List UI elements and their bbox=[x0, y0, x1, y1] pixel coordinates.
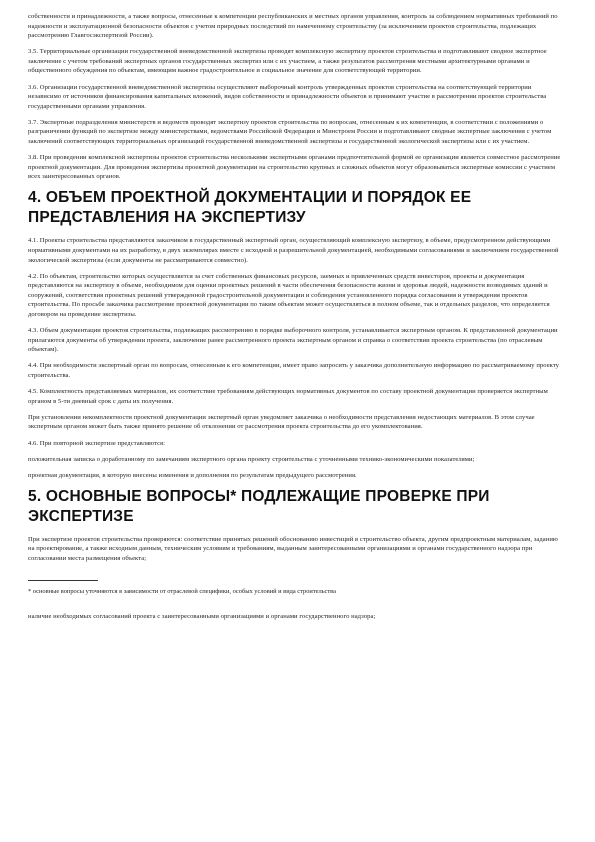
paragraph-4-5-continued: При установлении некомплектности проектной документации экспертный орган уведомляет заказчика о необходимости представления недостающих материалов. В этом случае экспертным органом может быть также принято решение об отклонении от рассмотрения проекта строительства до его укомплектования. bbox=[28, 413, 535, 431]
paragraph-3-6: 3.6. Организации государственной вневедомственной экспертизы осуществляют выборочный контроль утвержденных проектов строительства на соответствующей территории независимо от источников финансирования капитальных вложений, видов собственности и принадлежности объектов и принимают участие в рассмотрении проектов строительства государственными органами управления. bbox=[28, 83, 547, 110]
paragraph-4-6: 4.6. При повторной экспертизе представляются: bbox=[28, 439, 166, 447]
paragraph-4-2: 4.2. По объектам, строительство которых осуществляется за счет собственных финансовых ресурсов, заемных и привлеченных средств инвесторов, проекты и документация представляются на экспертизу в объеме, необходимом для оценки проектных решений в части обеспечения безопасности жизни и здоровья людей, надежности возводимых зданий и сооружений, соответствия проектных решений утвержденной градостроительной документации и соблюдения установленного порядка согласования и утверждения проектов строительства. По просьбе заказчика рассмотрение проектной документации по таким объектам может осуществляться в полном объеме, так и отдельных разделов, что определяется договором на проведение экспертизы. bbox=[28, 272, 550, 319]
paragraph-3-8: 3.8. При проведении комплексной экспертизы проектов строительства несколькими экспертными органами предпочтительной формой ее организации является совместное рассмотрение проектной документации. Для проведения экспертизы проектной документации на строительство крупных и сложных объектов могут образовываться экспертные комиссии с участием всех заинтересованных органов. bbox=[28, 154, 561, 181]
paragraph-3-5: 3.5. Территориальные организации государственной вневедомственной экспертизы проводят комплексную экспертизу проектов строительства и подготавливают сводное экспертное заключение с учетом требований экспертных органов государственных экспертиз или с их участием, а также результатов рассмотрения местными архитектурными органами и общественного обсуждения по объектам, имеющим важное градостроительное и социальное значение для соответствующей территории. bbox=[28, 48, 547, 75]
paragraph-5: При экспертизе проектов строительства проверяются: соответствие принятых решений обоснованию инвестиций в строительство объекта, другим предпроектным материалам, заданию на проектирование, а также исходным данным, техническим условиям и требованиям, выданным заинтересованными организациями и органами государственного надзора при согласовании места размещения объекта; bbox=[28, 535, 558, 562]
paragraph-4-6-item-2: проектная документация, в которую внесены изменения и дополнения по результатам предыдущего рассмотрения. bbox=[28, 471, 357, 479]
last-paragraph: наличие необходимых согласований проекта с заинтересованными организациями и органами государственного надзора; bbox=[28, 612, 376, 620]
document-page bbox=[28, 12, 566, 628]
section-5-heading: 5. ОСНОВНЫЕ ВОПРОСЫ* ПОДЛЕЖАЩИЕ ПРОВЕРКЕ ПРИ ЭКСПЕРТИЗЕ bbox=[28, 487, 490, 525]
paragraph-4-4: 4.4. При необходимости экспертный орган по вопросам, отнесенным к его компетенции, имеет право запросить у заказчика дополнительную информацию по рассматриваемому проекту строительства. bbox=[28, 362, 560, 380]
paragraph-4-3: 4.3. Объем документации проектов строительства, подлежащих рассмотрению в порядке выборочного контроля, устанавливается экспертным органом. К представленной документации прилагаются документы об утверждении проекта, заключение ранее рассмотренного проекта экспертным органом и справка о соответствии проекта строительства (по отраслевым объектам). bbox=[28, 327, 558, 354]
footnote: * основные вопросы уточняются в зависимости от отраслевой специфики, особых условий и вида строительства bbox=[28, 587, 336, 595]
intro-paragraph: собственности и принадлежности, а также вопросы, отнесенные к компетенции республиканских и местных органов управления, контроль за соблюдением нормативных требований по надежности и эксплуатационной безопасности объектов с учетом природных последствий по намеченному строительству (за исключением проектов строительства, подлежащих рассмотрению Главгосэкспертизой России). bbox=[28, 13, 558, 40]
section-4-heading: 4. ОБЪЕМ ПРОЕКТНОЙ ДОКУМЕНТАЦИИ И ПОРЯДОК ЕЕ ПРЕДСТАВЛЕНИЯ НА ЭКСПЕРТИЗУ bbox=[28, 189, 472, 227]
paragraph-4-6-item-1: положительная записка о доработанному по замечаниям экспертного органа проекту строительства с уточненными технико-экономическими показателями; bbox=[28, 455, 475, 463]
paragraph-4-5: 4.5. Комплектность представляемых материалов, их соответствие требованиям действующих нормативных документов по составу проектной документации проверяется экспертным органом в 5-ти дневный срок с даты их получения. bbox=[28, 388, 548, 405]
paragraph-4-1: 4.1. Проекты строительства представляются заказчиком в государственный экспертный орган, осуществляющий комплексную экспертизу, в объеме, предусмотренном действующими нормативными документами на их разработку, в двух экземплярах вместе с исходной и разрешительной документацией, необходимыми согласованиями и заключением государственной экологической экспертизы (если документы не рассматриваются совместно). bbox=[28, 237, 559, 264]
paragraph-3-7: 3.7. Экспертные подразделения министерств и ведомств проводят экспертизу проектов строительства по вопросам, отнесенным к их компетенции, в соответствии с положениями о разграничении функций по экспертизе между министерствами, ведомствами Российской Федерации и Минстроем России и подготавливают сводные экспертные заключения с учетом заключений соответствующих территориальных организаций государственной вневедомственной экспертизы и государственной экологической экспертизы или с их участием. bbox=[28, 118, 552, 146]
footnote-separator bbox=[28, 580, 98, 581]
